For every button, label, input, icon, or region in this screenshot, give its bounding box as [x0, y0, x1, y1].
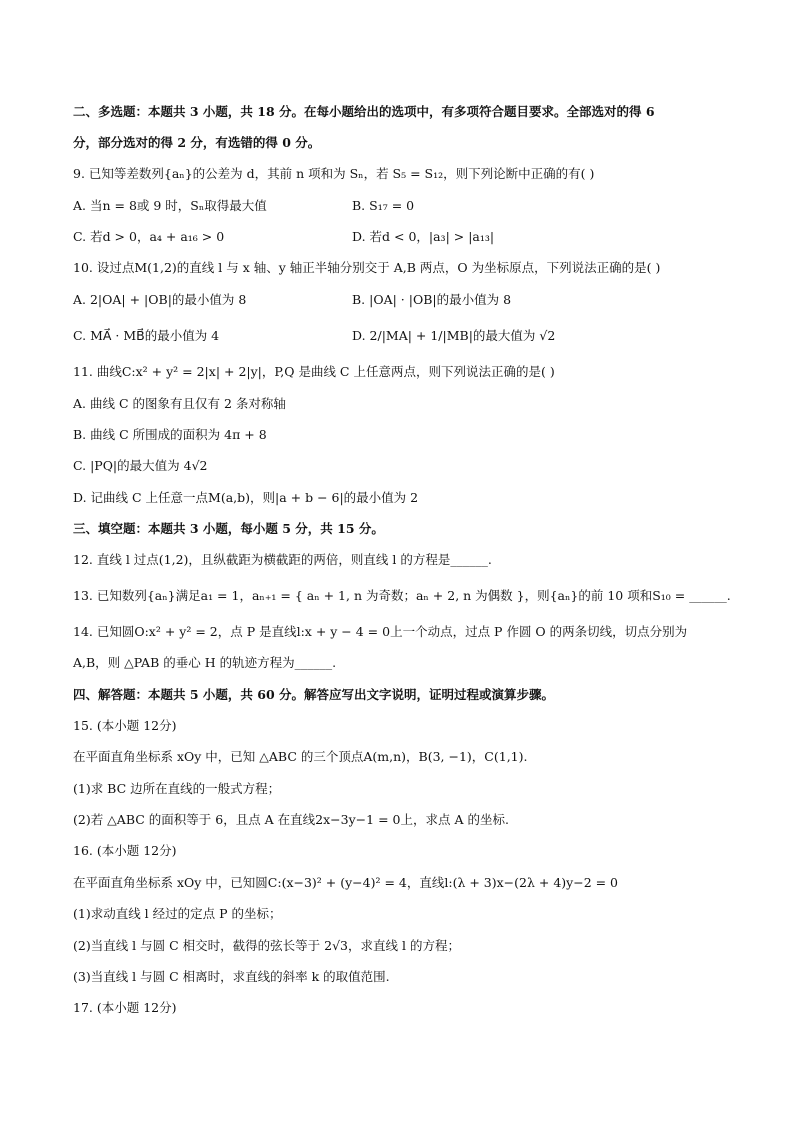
q9-stem: 9. 已知等差数列{aₙ}的公差为 d，其前 n 项和为 Sₙ，若 S₅ = S₁₂，则下列论断中正确的有( ) [73, 166, 595, 181]
q12: 12. 直线 l 过点(1,2)，且纵截距为横截距的两倍，则直线 l 的方程是______. [73, 552, 492, 567]
q15-stem: 在平面直角坐标系 xOy 中，已知 △ABC 的三个顶点A(m,n)，B(3, −1)，C(1,1). [73, 749, 528, 764]
q14-line1: 14. 已知圆O:x² + y² = 2，点 P 是直线l:x + y − 4 = 0上一个动点，过点 P 作圆 O 的两条切线，切点分别为 [73, 624, 688, 639]
q16-stem: 在平面直角坐标系 xOy 中，已知圆C:(x−3)² + (y−4)² = 4，直线l:(λ + 3)x−(2λ + 4)y−2 = 0 [73, 875, 619, 890]
q15-head: 15. (本小题 12分) [73, 718, 177, 733]
q9-option-b: B. S₁₇ = 0 [352, 198, 415, 213]
q16-part3: (3)当直线 l 与圆 C 相离时，求直线的斜率 k 的取值范围. [73, 969, 390, 984]
q16-part2: (2)当直线 l 与圆 C 相交时，截得的弦长等于 2√3，求直线 l 的方程； [73, 938, 460, 953]
section4-heading: 四、解答题：本题共 5 小题，共 60 分。解答应写出文字说明，证明过程或演算步骤。 [73, 687, 555, 702]
q16-head: 16. (本小题 12分) [73, 843, 177, 858]
q10-stem: 10. 设过点M(1,2)的直线 l 与 x 轴、y 轴正半轴分别交于 A,B 两点，O 为坐标原点，下列说法正确的是( ) [73, 260, 661, 275]
q11-option-a: A. 曲线 C 的图象有且仅有 2 条对称轴 [73, 396, 286, 411]
q15-part1: (1)求 BC 边所在直线的一般式方程； [73, 781, 281, 796]
q16-part1: (1)求动直线 l 经过的定点 P 的坐标； [73, 906, 282, 921]
q9-option-c: C. 若d > 0，a₄ + a₁₆ > 0 [73, 229, 225, 244]
q11-option-c: C. |PQ|的最大值为 4√2 [73, 458, 208, 473]
q9-option-a: A. 当n = 8或 9 时，Sₙ取得最大值 [73, 198, 267, 213]
q10-option-c: C. MA⃗ · MB⃗的最小值为 4 [73, 328, 220, 343]
section2-heading-cont: 分，部分选对的得 2 分，有选错的得 0 分。 [73, 135, 321, 150]
section3-heading: 三、填空题：本题共 3 小题，每小题 5 分，共 15 分。 [73, 521, 384, 536]
q17-head: 17. (本小题 12分) [73, 1000, 177, 1015]
q9-option-d: D. 若d < 0，|a₃| > |a₁₃| [352, 229, 495, 244]
q10-option-d: D. 2/|MA| + 1/|MB|的最大值为 √2 [352, 328, 556, 343]
q15-part2: (2)若 △ABC 的面积等于 6，且点 A 在直线2x−3y−1 = 0上，求点 A 的坐标. [73, 812, 509, 827]
q11-option-d: D. 记曲线 C 上任意一点M(a,b)，则|a + b − 6|的最小值为 2 [73, 490, 419, 505]
q10-option-a: A. 2|OA| + |OB|的最小值为 8 [73, 292, 247, 307]
q10-option-b: B. |OA| · |OB|的最小值为 8 [352, 292, 512, 307]
q11-stem: 11. 曲线C:x² + y² = 2|x| + 2|y|，P,Q 是曲线 C 上任意两点，则下列说法正确的是( ) [73, 364, 555, 379]
q13: 13. 已知数列{aₙ}满足a₁ = 1，aₙ₊₁ = { aₙ + 1, n 为奇数；aₙ + 2, n 为偶数 }，则{aₙ}的前 10 项和S₁₀ = ______. [73, 588, 731, 603]
section2-heading: 二、多选题：本题共 3 小题，共 18 分。在每小题给出的选项中，有多项符合题目要求。全部选对的得 6 [73, 104, 655, 119]
q14-line2: A,B，则 △PAB 的垂心 H 的轨迹方程为______. [73, 655, 337, 670]
q11-option-b: B. 曲线 C 所围成的面积为 4π + 8 [73, 427, 267, 442]
